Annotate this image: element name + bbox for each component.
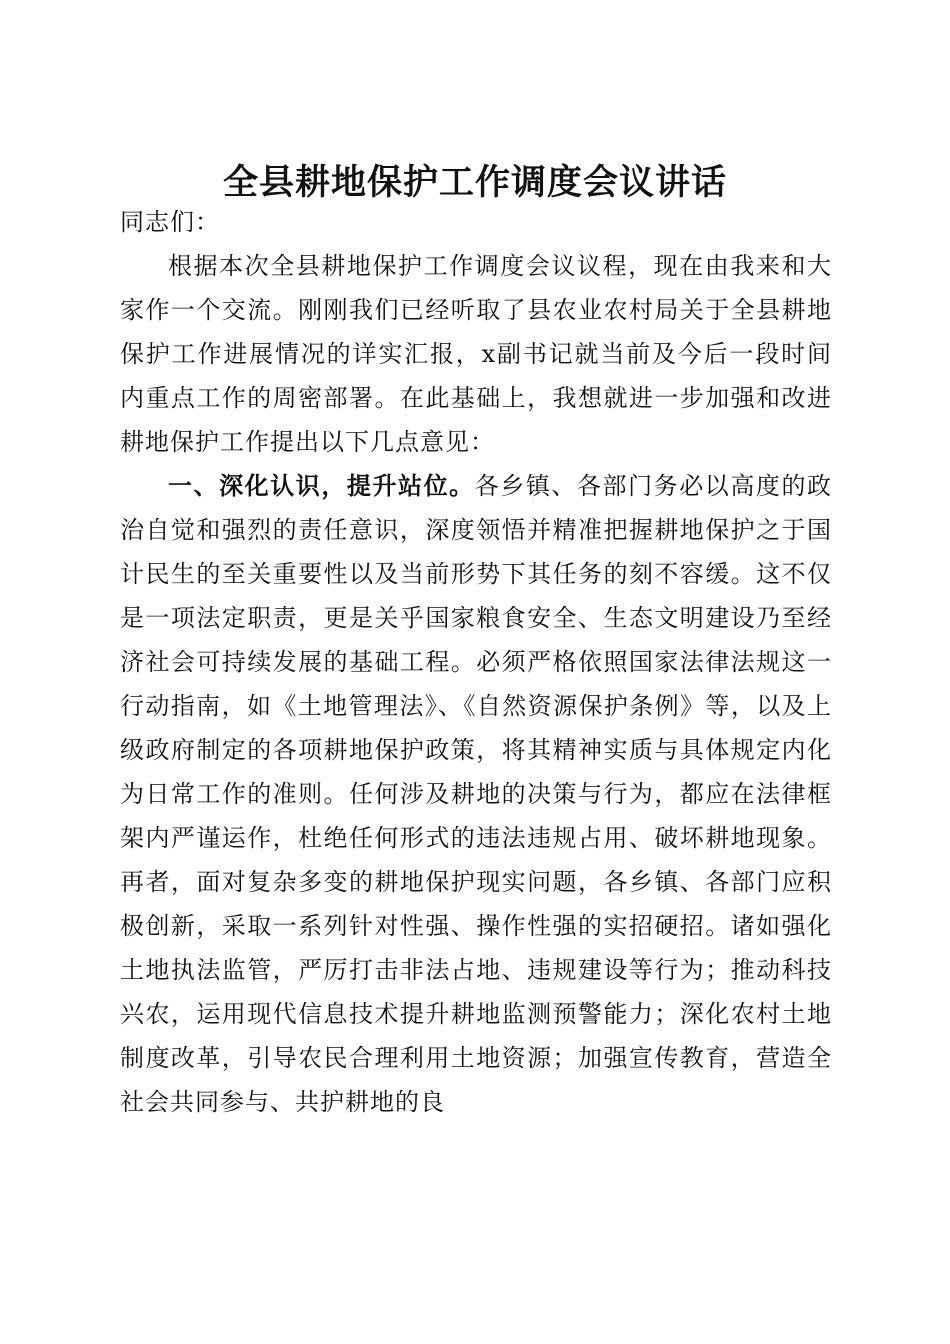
salutation: 同志们： (120, 208, 220, 236)
intro-paragraph: 根据本次全县耕地保护工作调度会议议程，现在由我来和大家作一个交流。刚刚我们已经听取了县农业农村局关于全县耕地保护工作进展情况的详实汇报，x副书记就当前及今后一段时间内重点工作的周密部署。在此基础上，我想就进一步加强和改进耕地保护工作提出以下几点意见： (120, 252, 832, 456)
section-1-body: 各乡镇、各部门务必以高度的政治自觉和强烈的责任意识，深度领悟并精准把握耕地保护之于国计民生的至关重要性以及当前形势下其任务的刻不容缓。这不仅是一项法定职责，更是关乎国家粮食安全、生态文明建设乃至经济社会可持续发展的基础工程。必须严格依照国家法律法规这一行动指南，如《土地管理法》、《自然资源保护条例》等，以及上级政府制定的各项耕地保护政策，将其精神实质与具体规定内化为日常工作的准则。任何涉及耕地的决策与行为，都应在法律框架内严谨运作，杜绝任何形式的违法违规占用、破坏耕地现象。再者，面对复杂多变的耕地保护现实问题，各乡镇、各部门应积极创新，采取一系列针对性强、操作性强的实招硬招。诸如强化土地执法监管，严厉打击非法占地、违规建设等行为；推动科技兴农，运用现代信息技术提升耕地监测预警能力；深化农村土地制度改革，引导农民合理利用土地资源；加强宣传教育，营造全社会共同参与、共护耕地的良 (120, 472, 833, 1116)
document-title: 全县耕地保护工作调度会议讲话 (222, 162, 727, 204)
document-body (120, 200, 832, 1124)
section-1-heading: 一、深化认识，提升站位。 (168, 471, 475, 500)
section-1-paragraph (120, 464, 832, 1124)
